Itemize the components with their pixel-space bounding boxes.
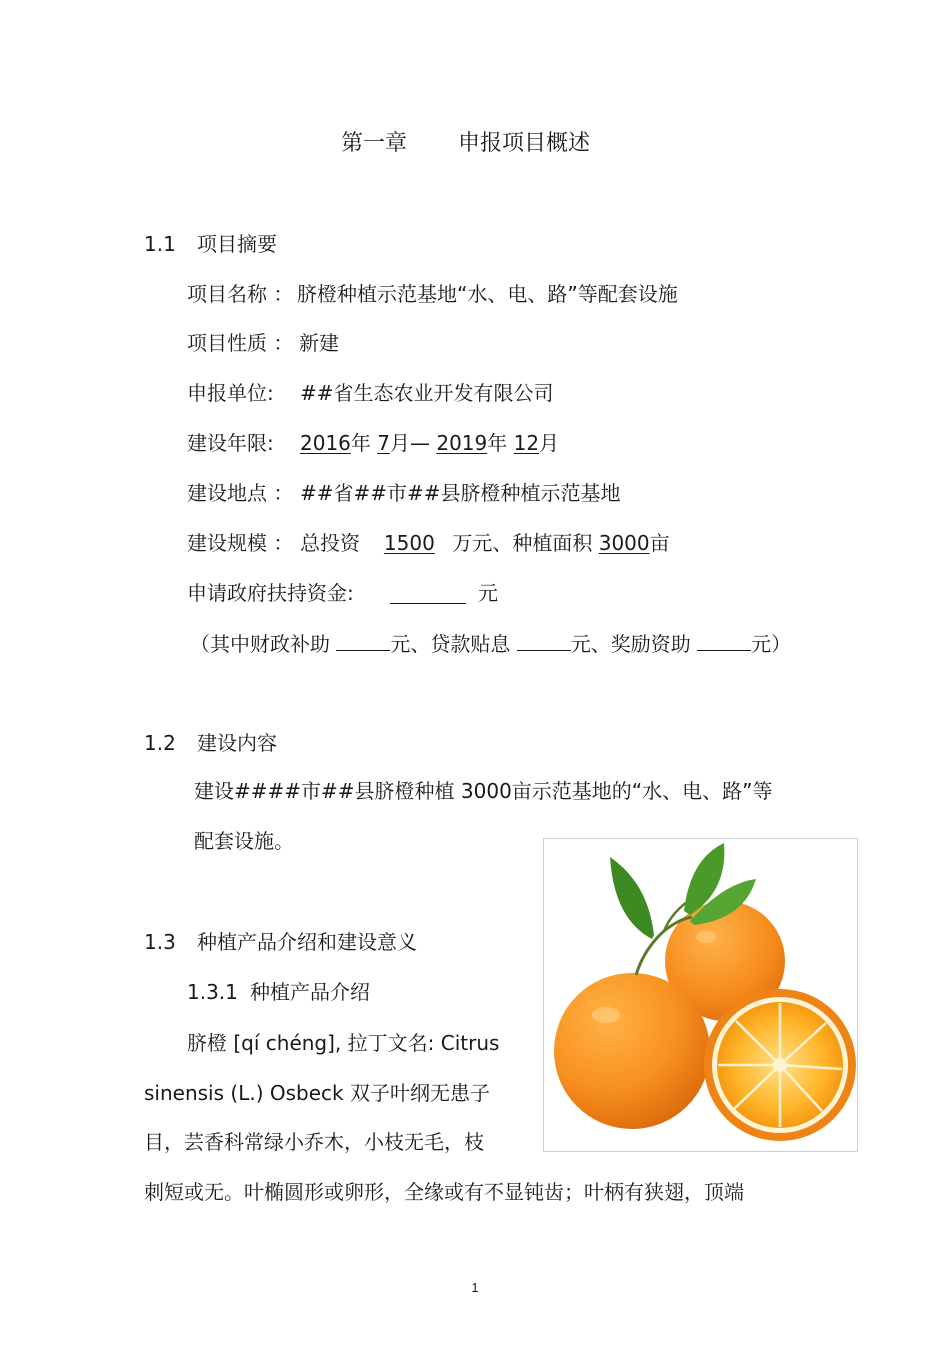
section-heading-1-2: 建设内容 [197,731,277,755]
scale-value [300,533,670,553]
site-label: 建设地点 ： [187,481,294,505]
project-nature-label: 项目性质 ： [187,331,294,355]
site-value: ##省##市##县脐橙种植示范基地 [300,481,621,505]
fund-breakdown [190,632,791,654]
period-value [300,433,559,453]
section-heading-1-1: 项目摘要 [197,232,277,256]
product-intro-line4: 刺短或无。叶椭圆形或卵形，全缘或有不显钝齿；叶柄有狭翅，顶端 [144,1180,744,1204]
chapter-title: 申报项目概述 [458,131,591,156]
scale-text: 亩 [649,531,670,555]
construction-content-line2: 配套设施。 [194,829,294,853]
navel-orange-photo [543,838,858,1152]
section-number-1-2: 1.2 [144,731,176,755]
period-text: 年 [350,431,371,455]
period-text: 年 [487,431,508,455]
breakdown-text: （其中财政补助 [190,632,330,656]
scale-text: 总投资 [300,531,360,555]
period-label: 建设年限: [187,431,274,455]
loan-interest-blank [517,632,571,651]
page-number: 1 [471,1280,479,1295]
product-intro-line3: 目，芸香科常绿小乔木，小枝无毛，枝 [144,1130,484,1154]
reward-blank [697,632,751,651]
applicant-label: 申报单位: [187,381,274,405]
chapter-number: 第一章 [341,131,408,156]
project-nature-value: 新建 [299,331,339,355]
construction-content-line1: 建设####市##县脐橙种植 3000亩示范基地的“水、电、路”等 [194,779,773,803]
orange-illustration [544,839,858,1152]
section-number-1-3: 1.3 [144,930,176,954]
subsidy-blank [336,632,390,651]
fund-unit: 元 [478,581,498,605]
scale-label: 建设规模 ： [187,531,294,555]
scale-text: 万元、种植面积 [452,531,593,555]
period-start-year: 2016 [300,431,351,455]
breakdown-text: 元） [751,632,792,656]
investment-amount: 1500 [383,531,435,555]
breakdown-text: 元、贷款贴息 [390,632,511,656]
applicant-value: ##省生态农业开发有限公司 [300,381,554,405]
subsection-heading-1-3-1: 种植产品介绍 [250,980,370,1004]
period-text: 月— [390,431,430,455]
leaf-icon [610,857,654,939]
project-name-label: 项目名称 ： [187,282,294,306]
section-heading-1-3: 种植产品介绍和建设意义 [197,930,417,954]
fund-label: 申请政府扶持资金: [187,581,354,605]
section-number-1-1: 1.1 [144,232,176,256]
period-end-year: 2019 [436,431,488,455]
breakdown-text: 元、奖励资助 [570,632,691,656]
orange-front [554,973,710,1129]
period-text: 月 [539,431,560,455]
product-intro-line1: 脐橙 [qí chéng], 拉丁文名: Citrus [187,1031,500,1055]
period-end-month: 12 [513,431,540,455]
planting-area: 3000 [598,531,650,555]
period-start-month: 7 [377,431,390,455]
product-intro-line2: sinensis (L.) Osbeck 双子叶纲无患子 [144,1081,490,1105]
fund-amount-blank [390,585,466,604]
project-name-value: 脐橙种植示范基地“水、电、路”等配套设施 [297,282,678,306]
subsection-number-1-3-1: 1.3.1 [187,980,238,1004]
